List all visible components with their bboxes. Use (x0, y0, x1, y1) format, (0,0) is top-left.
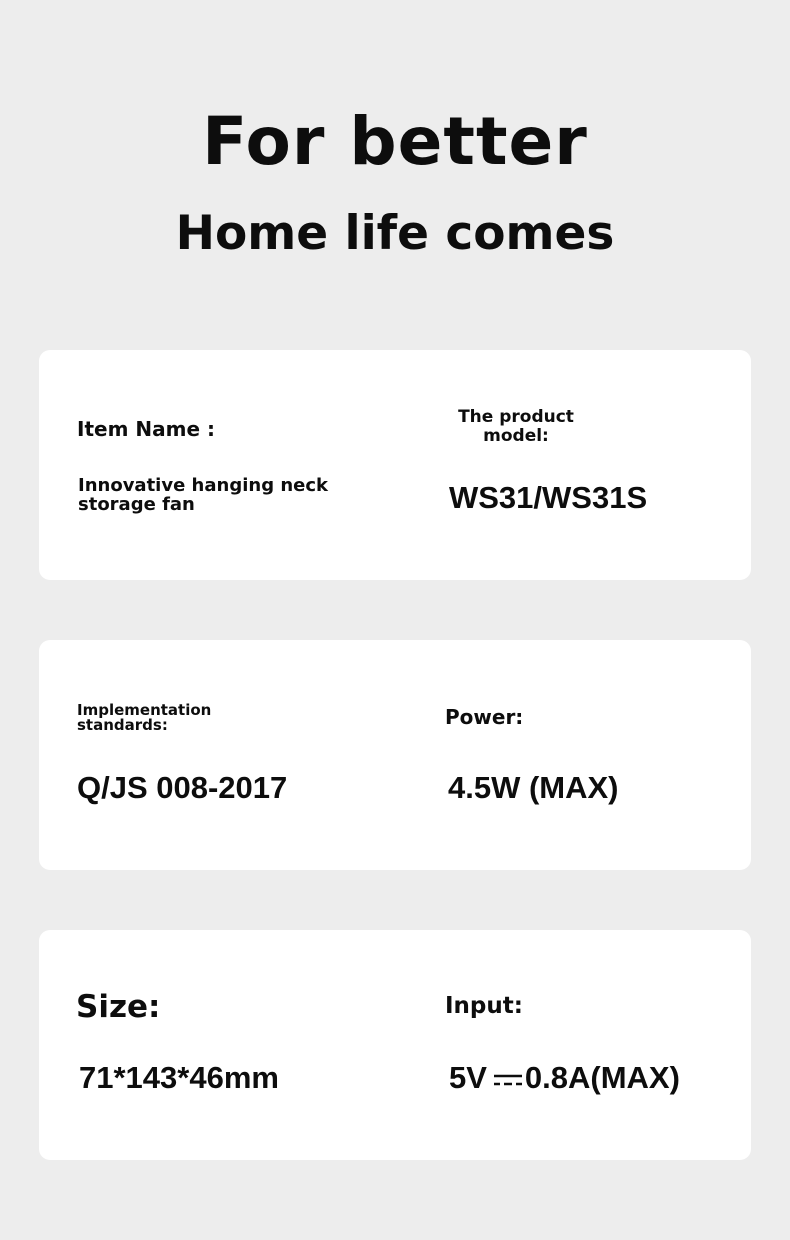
item-name-label: Item Name : (77, 417, 215, 441)
spec-card-size-input (39, 930, 751, 1160)
item-name-value: Innovative hanging neck storage fan (78, 475, 329, 515)
input-voltage: 5V (449, 1060, 487, 1095)
power-label: Power: (445, 705, 524, 729)
size-value: 71*143*46mm (79, 1060, 279, 1095)
standards-value: Q/JS 008-2017 (77, 770, 288, 805)
standards-label: Implementation standards: (77, 701, 212, 734)
dc-symbol-icon (493, 1072, 523, 1088)
input-value (449, 1060, 680, 1096)
model-value: WS31/WS31S (449, 480, 648, 515)
spec-card-standards-power (39, 640, 751, 870)
headline-for-better: For better (202, 103, 588, 180)
input-label: Input: (445, 993, 523, 1019)
size-label: Size: (76, 989, 161, 1025)
headline-home-life: Home life comes (175, 206, 615, 261)
input-current: 0.8A(MAX) (524, 1060, 680, 1095)
spec-card-name-model (39, 350, 751, 580)
model-label: The product model: (458, 407, 574, 446)
power-value: 4.5W (MAX) (448, 770, 619, 805)
